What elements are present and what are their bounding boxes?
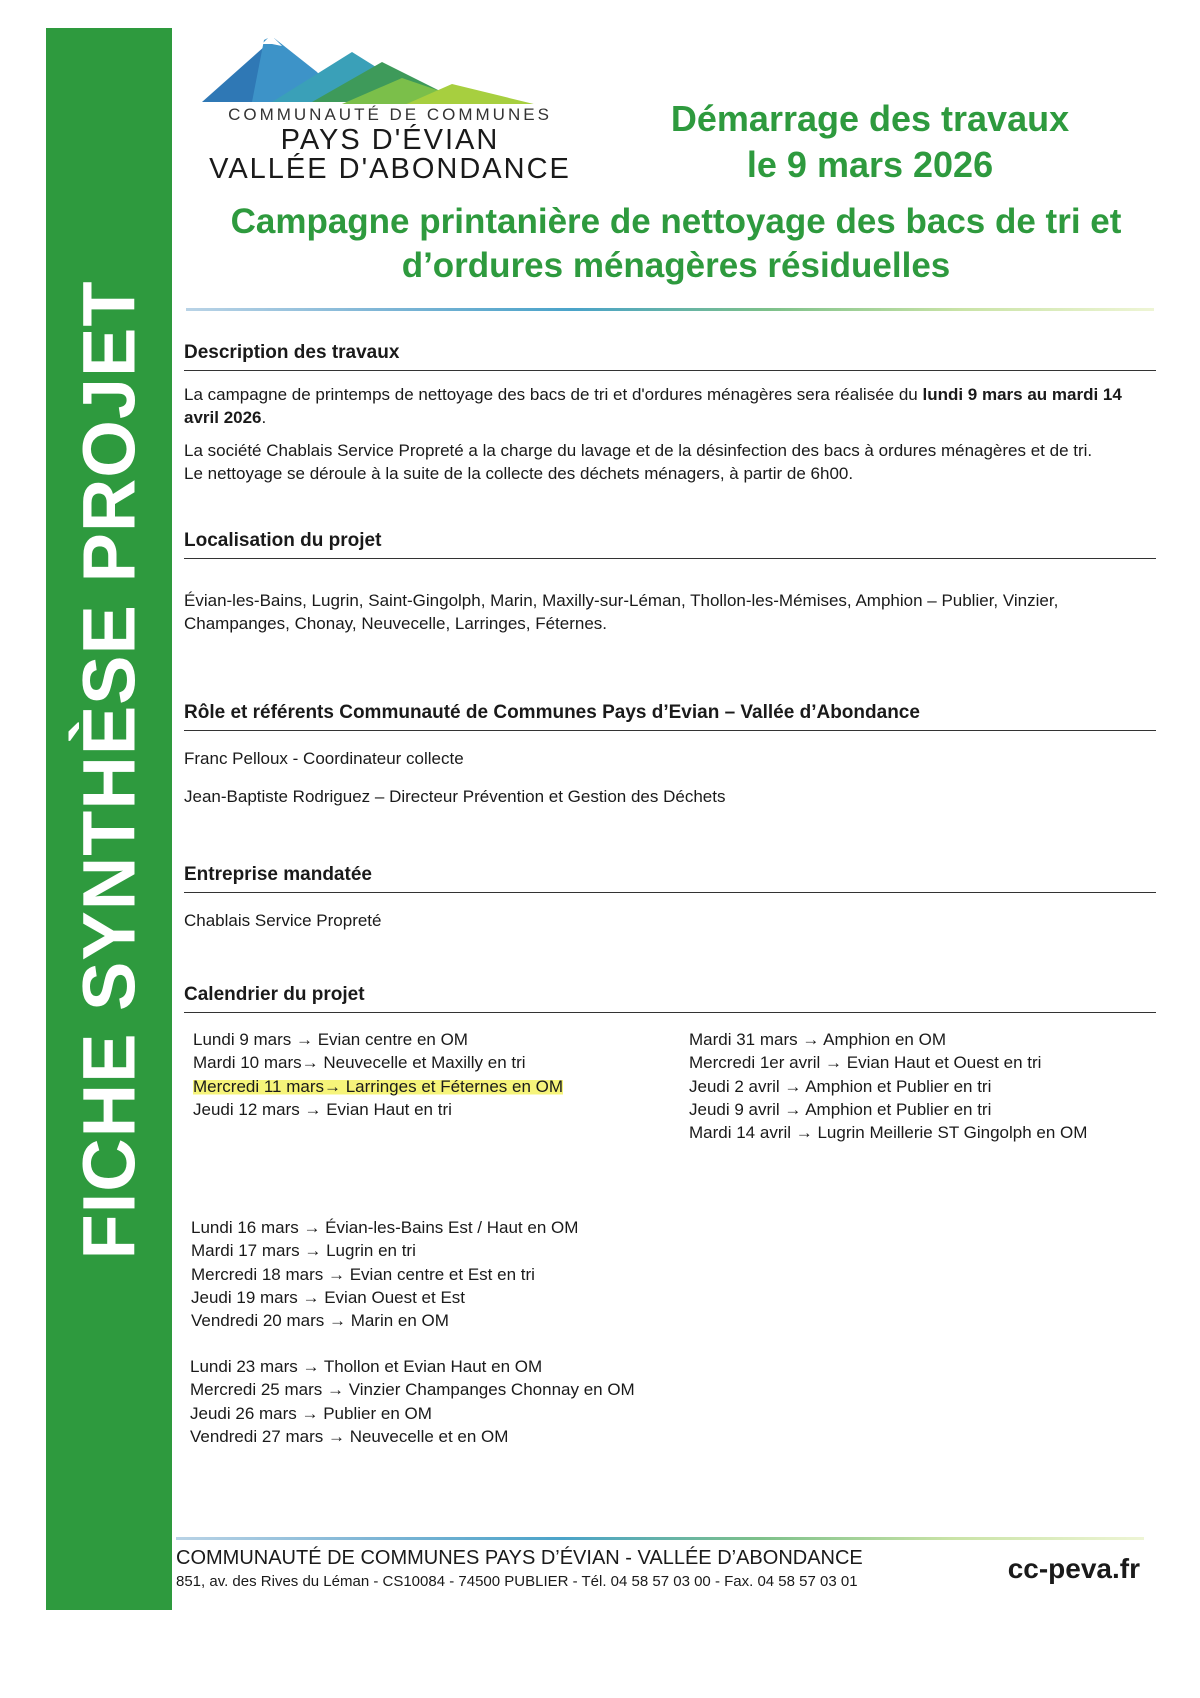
highlighted-entry: Mercredi 11 mars→ Larringes et Féternes en OM — [193, 1076, 564, 1096]
calendar-entry: Mercredi 25 mars → Vinzier Champanges Chonnay en OM — [190, 1380, 635, 1400]
calendar-entry: Mardi 14 avril → Lugrin Meillerie ST Gingolph en OM — [689, 1123, 1088, 1143]
footer-website-link[interactable]: cc-peva.fr — [1007, 1553, 1140, 1584]
referent-1: Franc Pelloux - Coordinateur collecte — [184, 749, 464, 768]
description-paragraph-1 — [184, 383, 1156, 429]
logo — [202, 32, 578, 185]
localisation-line: Évian-les-Bains, Lugrin, Saint-Gingolph, Marin, Maxilly-sur-Léman, Thollon-les-Mémises, Amphion – Publier, Vinzier, — [184, 591, 1059, 610]
section-heading: Description des travaux — [184, 342, 1156, 371]
description-line: La société Chablais Service Propreté a la charge du lavage et de la désinfection des bacs à ordures ménagères et de tri. — [184, 441, 1093, 460]
section-calendar — [184, 984, 1156, 1013]
sidebar-title: FICHE SYNTHÈSE PROJET — [67, 280, 151, 1260]
section-description — [184, 342, 1156, 485]
calendar-entry: Vendredi 27 mars → Neuvecelle et en OM — [190, 1426, 509, 1446]
section-heading: Localisation du projet — [184, 530, 1156, 559]
description-paragraph-2 — [184, 439, 1156, 485]
calendar-entry: Mardi 17 mars → Lugrin en tri — [191, 1241, 416, 1261]
calendar-entry: Jeudi 26 mars → Publier en OM — [190, 1403, 432, 1423]
calendar-entry: Lundi 23 mars → Thollon et Evian Haut en OM — [190, 1357, 543, 1376]
logo-line-1: COMMUNAUTÉ DE COMMUNES — [228, 105, 552, 124]
section-roles — [184, 702, 1156, 808]
calendar-entry: Mercredi 1er avril → Evian Haut et Ouest en tri — [689, 1053, 1042, 1073]
localisation-line: Champanges, Chonay, Neuvecelle, Larringes, Féternes. — [184, 614, 608, 633]
calendar-entry: Jeudi 12 mars → Evian Haut en tri — [193, 1099, 452, 1119]
localisation-text — [184, 589, 1156, 635]
calendar-entry: Vendredi 20 mars → Marin en OM — [191, 1311, 449, 1331]
calendar-entry: Mercredi 18 mars → Evian centre et Est en tri — [191, 1264, 535, 1284]
calendar-entry: Jeudi 9 avril → Amphion et Publier en tri — [689, 1099, 992, 1119]
calendar-entry: Mardi 31 mars → Amphion en OM — [689, 1030, 946, 1049]
start-date-title — [640, 96, 1100, 188]
calendar-entry — [193, 1075, 563, 1098]
footer-org-name: COMMUNAUTÉ DE COMMUNES PAYS D’ÉVIAN - VALLÉE D’ABONDANCE — [176, 1547, 863, 1569]
calendar-entry: Lundi 16 mars → Évian-les-Bains Est / Haut en OM — [191, 1218, 579, 1237]
footer-address: 851, av. des Rives du Léman - CS10084 - 74500 PUBLIER - Tél. 04 58 57 03 00 - Fax. 04 58 57 03 01 — [176, 1573, 858, 1590]
section-heading: Entreprise mandatée — [184, 864, 1156, 893]
calendar-entry: Jeudi 2 avril → Amphion et Publier en tri — [689, 1076, 992, 1096]
start-line-2: le 9 mars 2026 — [746, 144, 994, 185]
logo-line-2: PAYS D'ÉVIAN — [280, 124, 500, 156]
page-title — [186, 200, 1166, 288]
footer-divider — [176, 1537, 1144, 1540]
calendar-group-3 — [190, 1355, 635, 1448]
description-text: La campagne de printemps de nettoyage des bacs de tri et d'ordures ménagères sera réalisée du — [184, 385, 923, 404]
section-localisation — [184, 530, 1156, 635]
description-dates: lundi 9 mars au mardi 14 avril 2026 — [184, 385, 1122, 427]
logo-line-3: VALLÉE D'ABONDANCE — [209, 153, 571, 185]
description-text-end: . — [261, 408, 267, 427]
header-divider — [186, 308, 1154, 311]
section-entreprise — [184, 864, 1156, 932]
calendar-group-1 — [193, 1028, 563, 1121]
calendar-entry: Lundi 9 mars → Evian centre en OM — [193, 1030, 468, 1049]
start-line-1: Démarrage des travaux — [670, 98, 1070, 139]
section-heading: Calendrier du projet — [184, 984, 1156, 1013]
calendar-group-2 — [191, 1216, 578, 1332]
referent-2: Jean-Baptiste Rodriguez – Directeur Prévention et Gestion des Déchets — [184, 787, 726, 806]
title-line-1: Campagne printanière de nettoyage des bacs de tri et — [230, 202, 1122, 241]
description-line: Le nettoyage se déroule à la suite de la collecte des déchets ménagers, à partir de 6h00. — [184, 464, 854, 483]
calendar-entry: Jeudi 19 mars → Evian Ouest et Est — [191, 1287, 466, 1307]
entreprise-name: Chablais Service Propreté — [184, 911, 382, 930]
section-heading: Rôle et référents Communauté de Communes Pays d’Evian – Vallée d’Abondance — [184, 702, 1156, 731]
title-line-2: d’ordures ménagères résiduelles — [401, 246, 951, 285]
calendar-entry: Mardi 10 mars→ Neuvecelle et Maxilly en tri — [193, 1053, 526, 1073]
calendar-group-right — [689, 1028, 1087, 1144]
